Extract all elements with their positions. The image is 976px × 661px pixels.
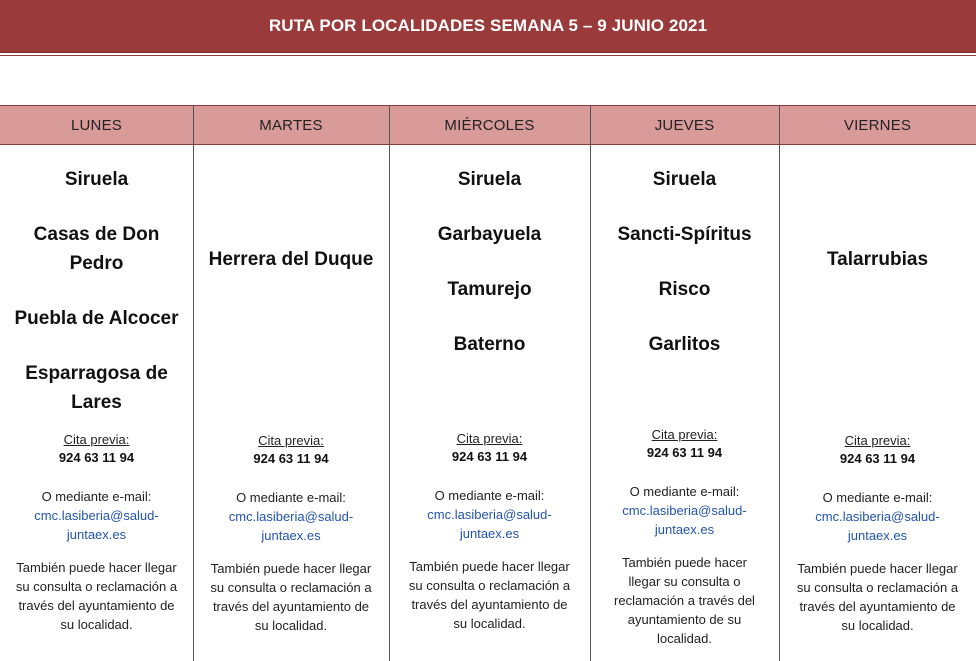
town-list: [14, 165, 178, 417]
town-name: Siruela: [457, 169, 522, 190]
note-line: ayuntamiento de su: [627, 612, 742, 627]
town-name: Puebla de Alcocer: [14, 308, 179, 329]
phone-number[interactable]: 924 63 11 94: [253, 451, 329, 466]
appointment-label: Cita previa:: [63, 432, 130, 447]
town-list: [617, 165, 751, 426]
note-line: También puede hacer llegar: [409, 559, 570, 574]
column-divider: [590, 106, 591, 144]
column-miercoles: [389, 145, 590, 661]
phone-number[interactable]: 924 63 11 94: [839, 451, 916, 466]
town-name: Casas de Don: [33, 224, 160, 245]
email-link[interactable]: juntaex.es: [66, 527, 127, 542]
email-link[interactable]: cmc.lasiberia@salud-: [427, 507, 552, 522]
email-label: O mediante e-mail:: [629, 484, 740, 499]
page-title-text: RUTA POR LOCALIDADES SEMANA 5 – 9 JUNIO 2021: [268, 16, 708, 35]
email-label: O mediante e-mail:: [822, 490, 933, 505]
header-miercoles: MIÉRCOLES: [444, 116, 535, 134]
schedule-table: [0, 105, 976, 661]
note-line: su localidad.: [453, 616, 526, 631]
town-name: Herrera del Duque: [208, 249, 374, 270]
appointment-label: Cita previa:: [258, 433, 324, 448]
email-link[interactable]: cmc.lasiberia@salud-: [622, 503, 747, 518]
town-name: Baterno: [453, 334, 526, 355]
note-line: llegar su consulta o: [628, 574, 741, 589]
phone-number[interactable]: 924 63 11 94: [451, 449, 528, 464]
phone-number[interactable]: 924 63 11 94: [58, 450, 135, 465]
town-name: Siruela: [64, 169, 129, 190]
header-lunes: LUNES: [70, 116, 123, 134]
note-line: También puede hacer llegar: [16, 560, 177, 575]
town-name: Pedro: [69, 253, 124, 274]
email-link[interactable]: juntaex.es: [847, 528, 908, 543]
email-link[interactable]: cmc.lasiberia@salud-: [815, 509, 940, 524]
note-line: su consulta o reclamación a: [15, 579, 178, 594]
header-viernes: VIERNES: [843, 116, 912, 134]
email-link[interactable]: cmc.lasiberia@salud-: [228, 509, 354, 524]
note-line: También puede hacer llegar: [797, 561, 958, 576]
note-line: su consulta o reclamación a: [408, 578, 571, 593]
column-divider: [779, 106, 780, 144]
email-link[interactable]: cmc.lasiberia@salud-: [34, 508, 159, 523]
town-name: Talarrubias: [826, 249, 929, 270]
phone-number[interactable]: 924 63 11 94: [646, 445, 723, 460]
town-list: [209, 245, 374, 432]
note-line: reclamación a través del: [614, 593, 755, 608]
note-line: través del ayuntamiento de: [411, 597, 568, 612]
header-jueves: JUEVES: [654, 116, 715, 134]
note-line: través del ayuntamiento de: [18, 598, 175, 613]
column-martes: [193, 145, 389, 661]
town-name: Sancti-Spíritus: [617, 224, 752, 245]
column-divider: [389, 106, 390, 144]
page-title: [0, 0, 976, 53]
table-header-row: [0, 105, 976, 145]
town-name: Risco: [658, 279, 711, 300]
town-name: Lares: [71, 392, 122, 413]
note-line: su consulta o reclamación a: [796, 580, 959, 595]
note-line: su consulta o reclamación a: [210, 580, 372, 595]
town-name: Tamurejo: [447, 279, 532, 300]
column-divider: [193, 106, 194, 144]
town-list: [438, 165, 542, 430]
email-label: O mediante e-mail:: [236, 490, 346, 505]
appointment-label: Cita previa:: [844, 433, 911, 448]
email-link[interactable]: juntaex.es: [459, 526, 520, 541]
note-line: través del ayuntamiento de: [212, 599, 370, 614]
column-lunes: [0, 145, 193, 661]
note-line: través del ayuntamiento de: [799, 599, 956, 614]
column-jueves: [590, 145, 779, 661]
email-link[interactable]: juntaex.es: [261, 528, 321, 543]
note-line: También puede hacer llegar: [210, 561, 372, 576]
email-label: O mediante e-mail:: [434, 488, 545, 503]
town-name: Esparragosa de: [25, 363, 168, 384]
appointment-label: Cita previa:: [456, 431, 523, 446]
email-link[interactable]: juntaex.es: [654, 522, 715, 537]
note-line: su localidad.: [254, 618, 328, 633]
note-line: También puede hacer: [621, 555, 748, 570]
appointment-label: Cita previa:: [651, 427, 718, 442]
note-line: localidad.: [657, 631, 712, 646]
note-line: su localidad.: [60, 617, 133, 632]
town-name: Siruela: [652, 169, 717, 190]
town-list: [827, 245, 928, 432]
note-line: su localidad.: [841, 618, 914, 633]
town-name: Garbayuela: [437, 224, 542, 245]
column-viernes: [779, 145, 976, 661]
email-label: O mediante e-mail:: [41, 489, 152, 504]
town-name: Garlitos: [648, 334, 721, 355]
header-martes: MARTES: [259, 116, 323, 134]
